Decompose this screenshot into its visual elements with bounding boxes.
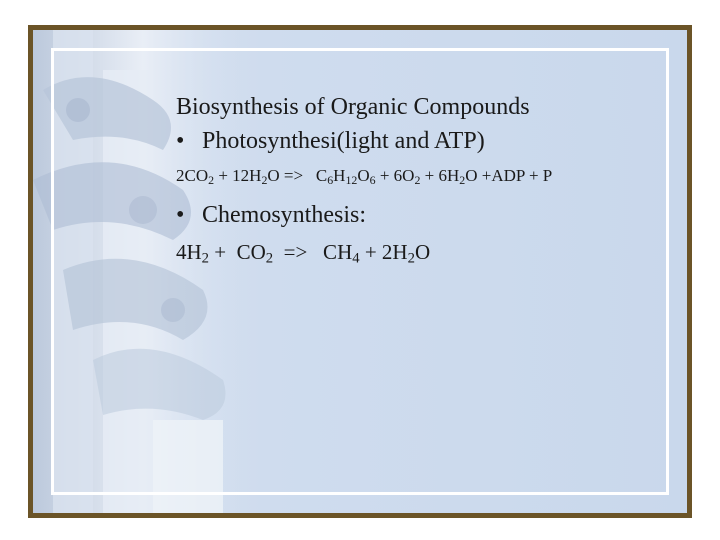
photosynthesis-equation [176, 166, 676, 186]
bullet-dot: • [176, 128, 185, 154]
chemosynthesis-equation [176, 240, 676, 265]
equation-text: + 6O [375, 166, 415, 185]
bullet-chemosynthesis [176, 200, 676, 230]
subscript: 2 [414, 172, 421, 187]
subscript: 6 [327, 172, 334, 187]
equation-text: O [357, 166, 370, 185]
subscript: 6 [369, 172, 376, 187]
equation-text: O [414, 240, 431, 264]
subscript: 2 [261, 172, 268, 187]
subscript: 2 [208, 172, 215, 187]
bullet-label: Chemosynthesis: [202, 202, 367, 228]
equation-text: + CO [209, 240, 266, 264]
bullet-label: Photosynthesi(light and ATP) [202, 128, 485, 154]
equation-text: 4H [176, 240, 202, 264]
bullet-photosynthesis [176, 126, 676, 156]
subscript: 2 [201, 250, 210, 267]
bullet-dot: • [176, 202, 185, 228]
subscript: 2 [459, 172, 466, 187]
equation-text: H [333, 166, 346, 185]
subscript: 12 [345, 172, 358, 187]
slide-frame [28, 25, 692, 518]
equation-text: O +ADP + P [465, 166, 553, 185]
equation-text: O => C [267, 166, 328, 185]
equation-text: + 6H [420, 166, 460, 185]
equation-text: + 12H [214, 166, 262, 185]
subscript: 2 [407, 250, 415, 267]
slide-content [176, 92, 676, 265]
equation-text: => CH [273, 240, 353, 264]
subscript: 4 [352, 250, 360, 267]
equation-text: + 2H [359, 240, 408, 264]
equation-text: 2CO [176, 166, 209, 185]
subscript: 2 [265, 250, 274, 267]
slide-title: Biosynthesis of Organic Compounds [176, 94, 530, 120]
